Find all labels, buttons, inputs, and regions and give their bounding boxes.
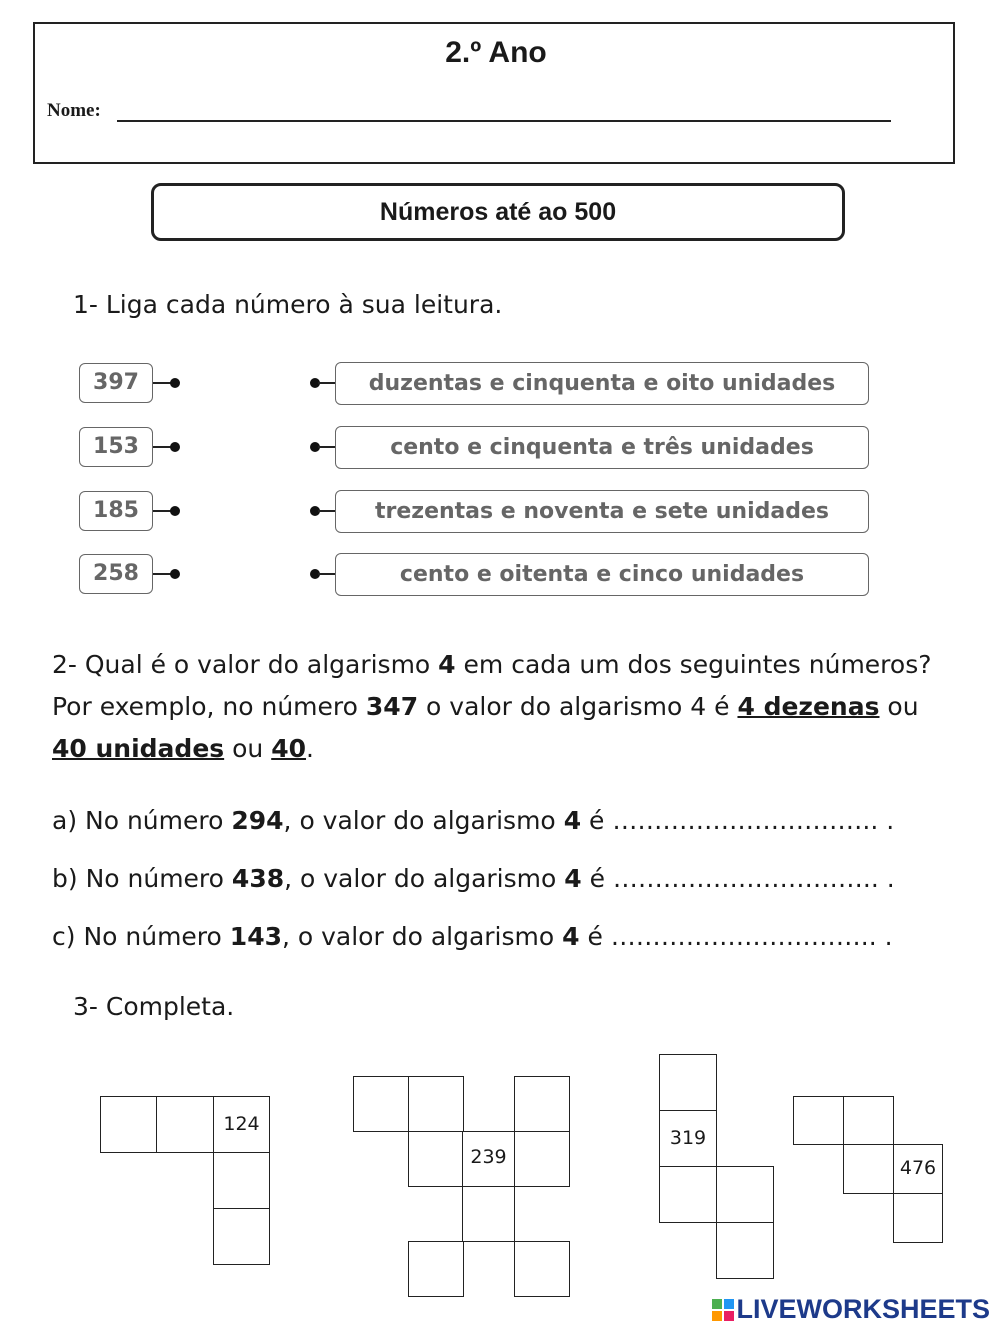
number-box: 153 [79,427,153,467]
number-box: 397 [79,363,153,403]
grid-cell[interactable] [156,1096,214,1153]
grid-cell-given: 319 [659,1110,717,1167]
q1-prompt: 1- Liga cada número à sua leitura. [73,290,503,319]
worksheet-title: Números até ao 500 [151,183,845,241]
reading-box: cento e cinquenta e três unidades [335,426,869,469]
grid-cell[interactable] [408,1241,464,1297]
number-box: 185 [79,491,153,531]
connector-line [318,573,336,575]
grid-cell[interactable] [843,1144,894,1194]
grid-cell[interactable] [893,1193,943,1243]
reading-box: duzentas e cinquenta e oito unidades [335,362,869,405]
grid-cell[interactable] [514,1131,570,1187]
q2-item-c[interactable]: c) No número 143, o valor do algarismo 4 é ………………………….. . [52,922,893,951]
number-box: 258 [79,554,153,594]
connector-line [318,382,336,384]
grid-cell[interactable] [213,1208,270,1265]
grid-cell[interactable] [659,1166,717,1223]
grid-cell[interactable] [408,1076,464,1132]
grade-title: 2.º Ano [445,36,547,69]
grid-cell-given: 476 [893,1144,943,1194]
grid-cell[interactable] [659,1054,717,1111]
match-dot-left[interactable] [170,442,180,452]
grid-cell[interactable] [514,1076,570,1132]
q2-item-b[interactable]: b) No número 438, o valor do algarismo 4 é ………………………….. . [52,864,895,893]
connector-line [318,510,336,512]
liveworksheets-icon [712,1299,734,1321]
answer-example-2: 40 unidades [52,734,225,763]
answer-example-3: 40 [271,734,306,763]
grid-cell[interactable] [716,1166,774,1223]
answer-example-1: 4 dezenas [737,692,880,721]
grid-cell[interactable] [213,1152,270,1209]
reading-box: trezentas e noventa e sete unidades [335,490,869,533]
grid-cell[interactable] [843,1096,894,1145]
match-dot-left[interactable] [170,506,180,516]
grid-cell[interactable] [100,1096,157,1153]
grid-cell[interactable] [514,1241,570,1297]
match-dot-left[interactable] [170,569,180,579]
grid-cell[interactable] [408,1131,464,1187]
match-dot-left[interactable] [170,378,180,388]
grid-cell[interactable] [716,1222,774,1279]
name-input-line[interactable] [117,120,891,122]
q2-prompt: 2- Qual é o valor do algarismo 4 em cada um dos seguintes números? Por exemplo, no número 347 o valor do algarismo 4 é 4 dezenas ou 40 unidades ou 40. [52,650,932,763]
grid-cell-given: 124 [213,1096,270,1153]
connector-line [318,446,336,448]
reading-box: cento e oitenta e cinco unidades [335,553,869,596]
grid-cell[interactable] [462,1186,515,1242]
q3-prompt: 3- Completa. [73,992,235,1021]
header-box [33,22,955,164]
q2-item-a[interactable]: a) No número 294, o valor do algarismo 4 é ………………………….. . [52,806,895,835]
liveworksheets-logo: LIVEWORKSHEETS [712,1294,990,1325]
name-label: Nome: [47,100,101,121]
grid-cell[interactable] [353,1076,409,1132]
grid-cell[interactable] [793,1096,844,1145]
grid-cell-given: 239 [462,1131,515,1187]
